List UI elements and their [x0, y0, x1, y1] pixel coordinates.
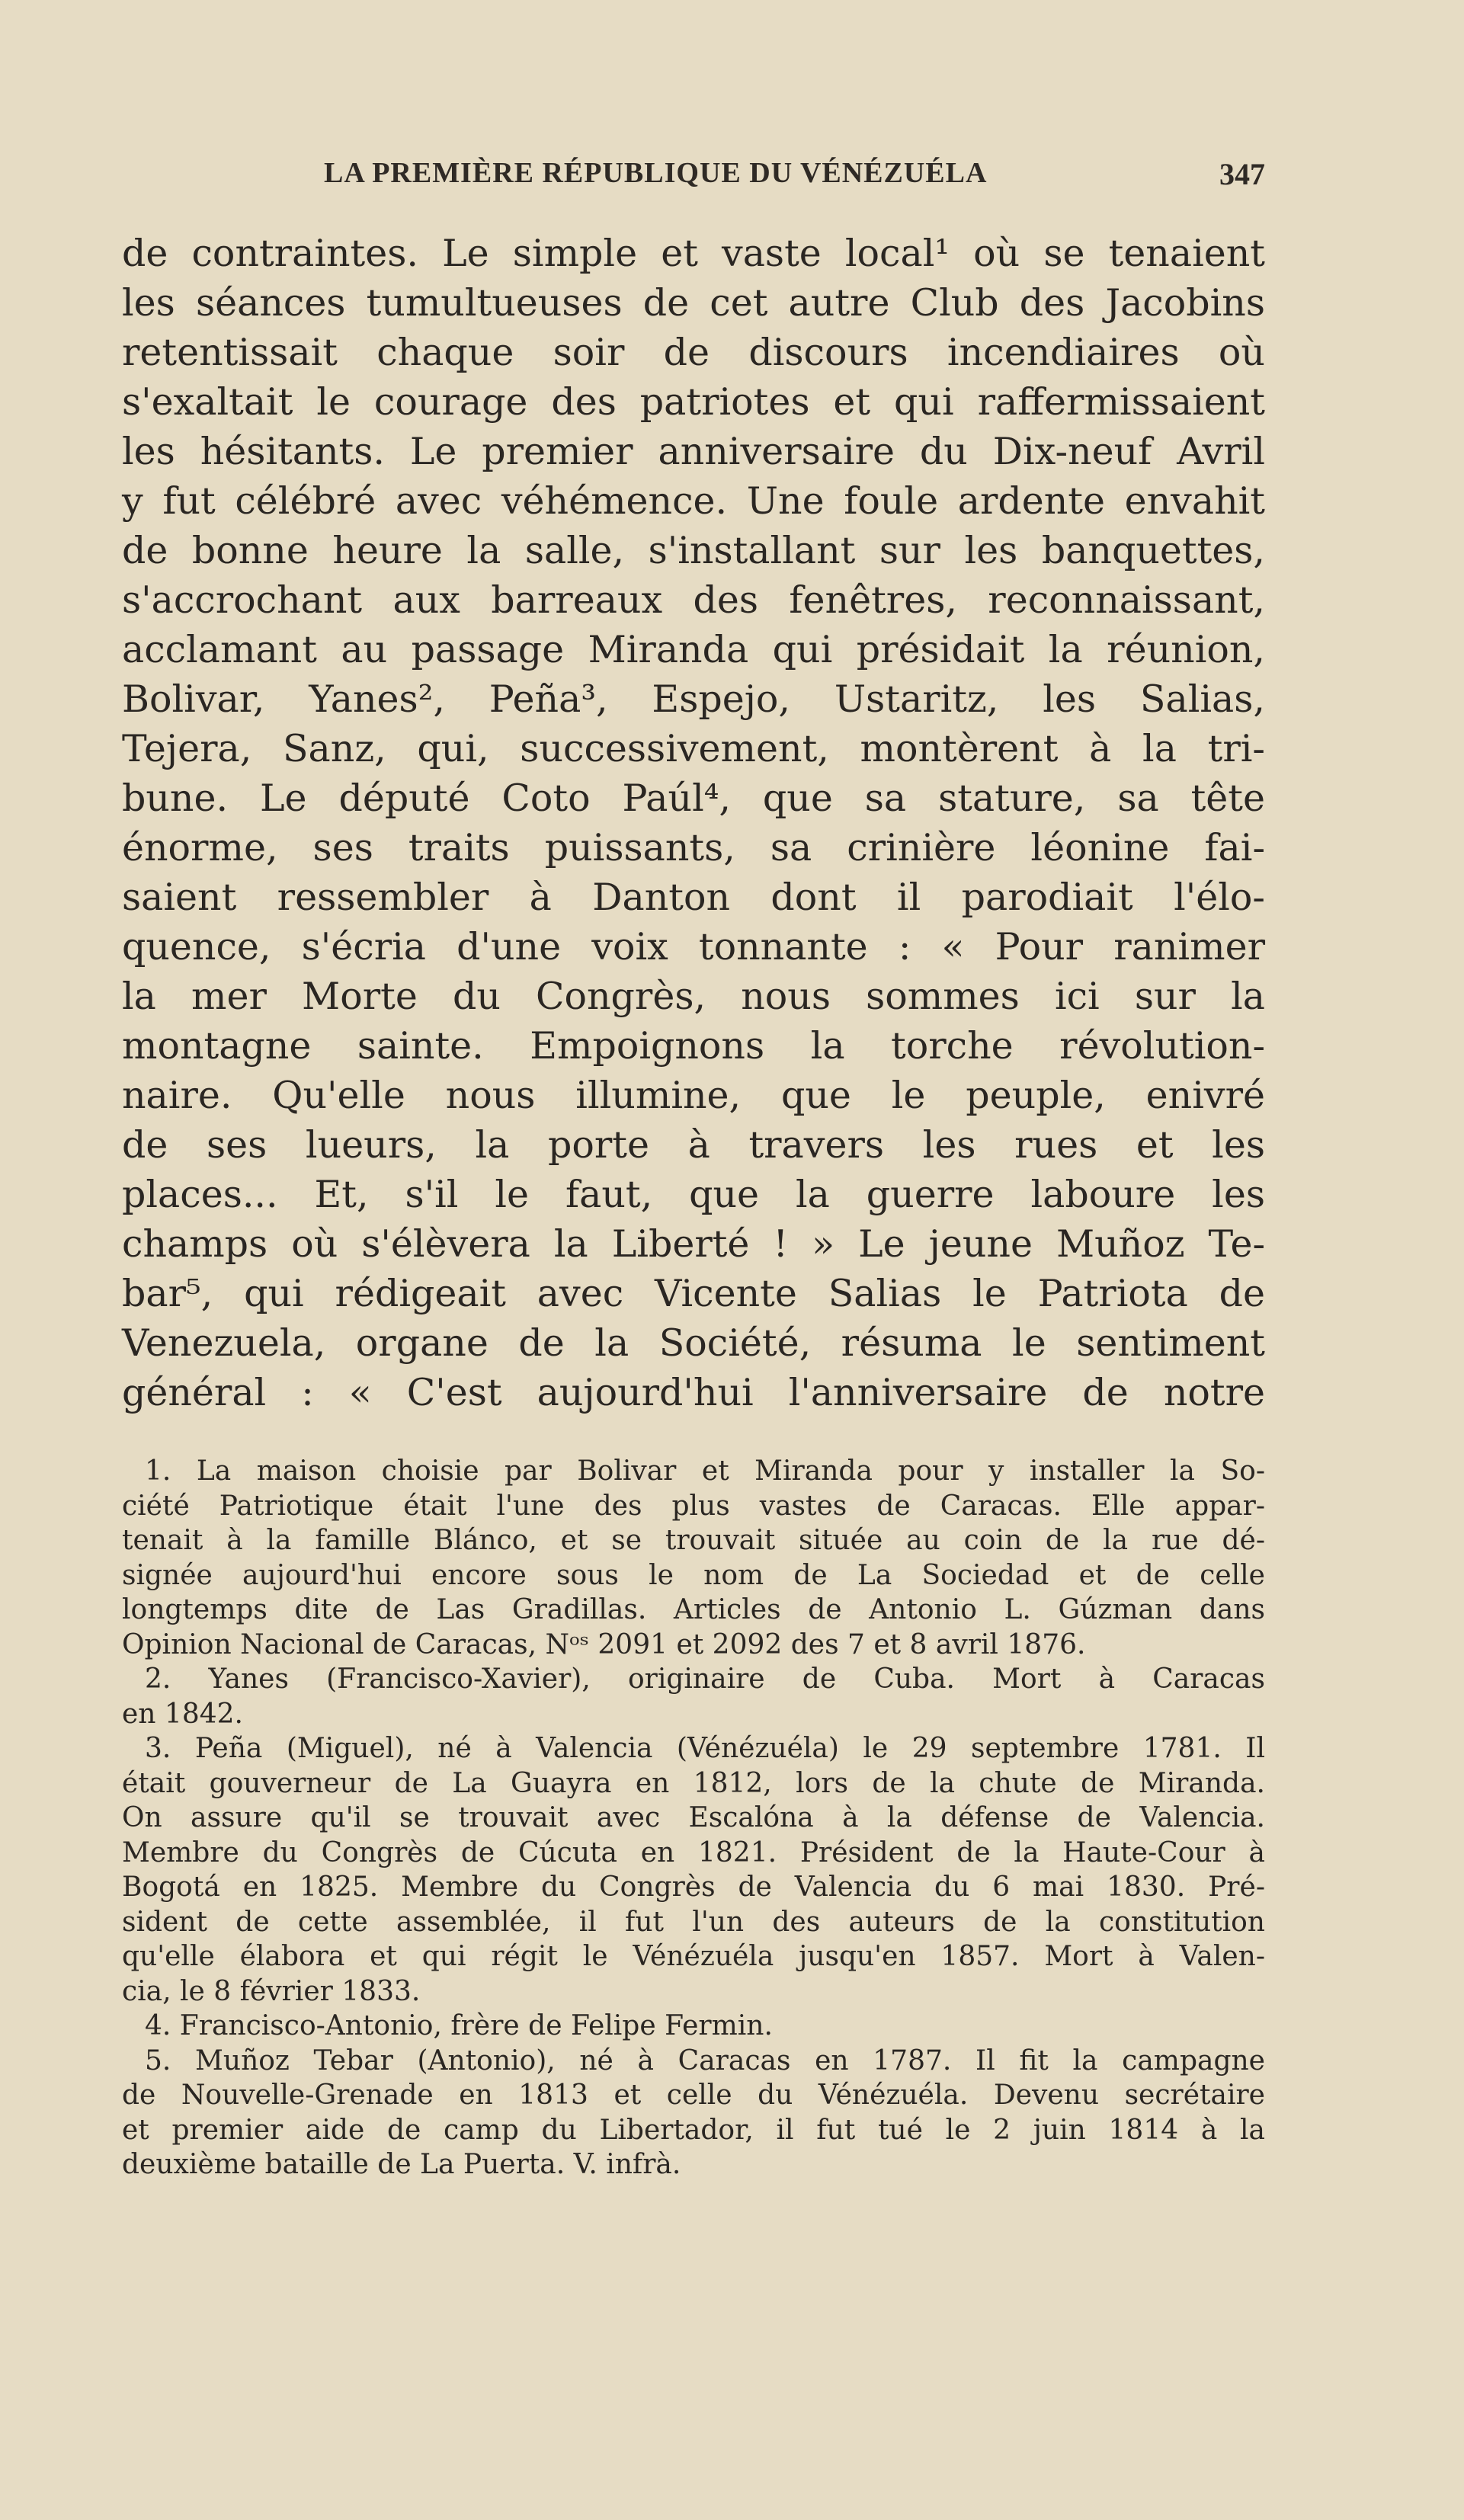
- footnote-line: signée aujourd'hui encore sous le nom de La Sociedad et de celle: [122, 1559, 1265, 1591]
- footnote-line: Opinion Nacional de Caracas, Nᵒˢ 2091 et 2092 des 7 et 8 avril 1876.: [122, 1628, 1086, 1660]
- footnote-line: longtemps dite de Las Gradillas. Articles de Antonio L. Gúzman dans: [122, 1594, 1265, 1625]
- footnote-line: et premier aide de camp du Libertador, il fut tué le 2 juin 1814 à la: [122, 2114, 1265, 2146]
- footnote-line: deuxième bataille de La Puerta. V. infrà.: [122, 2149, 681, 2180]
- footnotes: [122, 1454, 1265, 2182]
- footnote-line: 4. Francisco-Antonio, frère de Felipe Fermin.: [145, 2010, 773, 2041]
- body-line: énorme, ses traits puissants, sa crinière léonine fai-: [122, 826, 1265, 869]
- body-line: bune. Le député Coto Paúl⁴, que sa stature, sa tête: [122, 776, 1265, 820]
- body-line: naire. Qu'elle nous illumine, que le peuple, enivré: [122, 1074, 1265, 1117]
- body-line: s'accrochant aux barreaux des fenêtres, reconnaissant,: [122, 578, 1265, 622]
- body-line: montagne sainte. Empoignons la torche révolution-: [122, 1024, 1265, 1068]
- running-title: LA PREMIÈRE RÉPUBLIQUE DU VÉNÉZUÉLA: [324, 157, 988, 189]
- footnote-line: qu'elle élabora et qui régit le Vénézuéla jusqu'en 1857. Mort à Valen-: [122, 1941, 1265, 1972]
- footnote-line: ciété Patriotique était l'une des plus vastes de Caracas. Elle appar-: [122, 1490, 1265, 1522]
- body-line: de contraintes. Le simple et vaste local¹ où se tenaient: [122, 232, 1265, 275]
- page-number: 347: [1219, 157, 1265, 191]
- body-line: champs où s'élèvera la Liberté ! » Le jeune Muñoz Te-: [122, 1222, 1265, 1266]
- footnote-line: cia, le 8 février 1833.: [122, 1975, 421, 2007]
- body-line: Bolivar, Yanes², Peña³, Espejo, Ustaritz, les Salias,: [122, 677, 1265, 721]
- body-line: s'exaltait le courage des patriotes et qui raffermissaient: [122, 380, 1265, 424]
- footnote-line: 1. La maison choisie par Bolivar et Miranda pour y installer la So-: [145, 1455, 1265, 1487]
- body-line: les hésitants. Le premier anniversaire du Dix-neuf Avril: [122, 430, 1265, 473]
- body-line: la mer Morte du Congrès, nous sommes ici sur la: [122, 975, 1265, 1018]
- footnote-line: 5. Muñoz Tebar (Antonio), né à Caracas en 1787. Il fit la campagne: [145, 2044, 1265, 2077]
- body-line: saient ressembler à Danton dont il parodiait l'élo-: [122, 876, 1265, 919]
- body-line: retentissait chaque soir de discours incendiaires où: [122, 331, 1265, 374]
- footnote-line: On assure qu'il se trouvait avec Escalóna à la défense de Valencia.: [122, 1802, 1265, 1833]
- body-line: acclamant au passage Miranda qui présidait la réunion,: [122, 628, 1265, 671]
- body-line: de ses lueurs, la porte à travers les rues et les: [122, 1123, 1265, 1167]
- footnote-line: était gouverneur de La Guayra en 1812, lors de la chute de Miranda.: [122, 1767, 1265, 1799]
- footnote-line: en 1842.: [122, 1698, 243, 1730]
- footnote-line: 2. Yanes (Francisco-Xavier), originaire de Cuba. Mort à Caracas: [145, 1663, 1265, 1695]
- body-line: Tejera, Sanz, qui, successivement, montèrent à la tri-: [122, 727, 1265, 770]
- body-line: y fut célébré avec véhémence. Une foule ardente envahit: [122, 479, 1265, 523]
- body-line: les séances tumultueuses de cet autre Club des Jacobins: [122, 281, 1265, 325]
- body-line: quence, s'écria d'une voix tonnante : « Pour ranimer: [122, 925, 1265, 969]
- footnote-line: 3. Peña (Miguel), né à Valencia (Vénézuéla) le 29 septembre 1781. Il: [145, 1733, 1265, 1764]
- body-line: places... Et, s'il le faut, que la guerre laboure les: [122, 1173, 1265, 1216]
- body-line: de bonne heure la salle, s'installant sur les banquettes,: [122, 529, 1265, 572]
- footnote-line: Membre du Congrès de Cúcuta en 1821. Président de la Haute-Cour à: [122, 1836, 1265, 1868]
- footnote-line: de Nouvelle-Grenade en 1813 et celle du Vénézuéla. Devenu secrétaire: [122, 2080, 1265, 2111]
- running-head: [122, 156, 1265, 202]
- body-text: [122, 229, 1265, 1417]
- footnote-line: sident de cette assemblée, il fut l'un des auteurs de la constitution: [122, 1906, 1265, 1938]
- footnote-line: tenait à la famille Blánco, et se trouvait située au coin de la rue dé-: [122, 1525, 1265, 1556]
- body-line: général : « C'est aujourd'hui l'anniversaire de notre: [122, 1371, 1265, 1414]
- body-line: Venezuela, organe de la Société, résuma le sentiment: [122, 1321, 1265, 1365]
- body-line: bar⁵, qui rédigeait avec Vicente Salias le Patriota de: [122, 1272, 1265, 1315]
- footnote-line: Bogotá en 1825. Membre du Congrès de Valencia du 6 mai 1830. Pré-: [122, 1872, 1265, 1903]
